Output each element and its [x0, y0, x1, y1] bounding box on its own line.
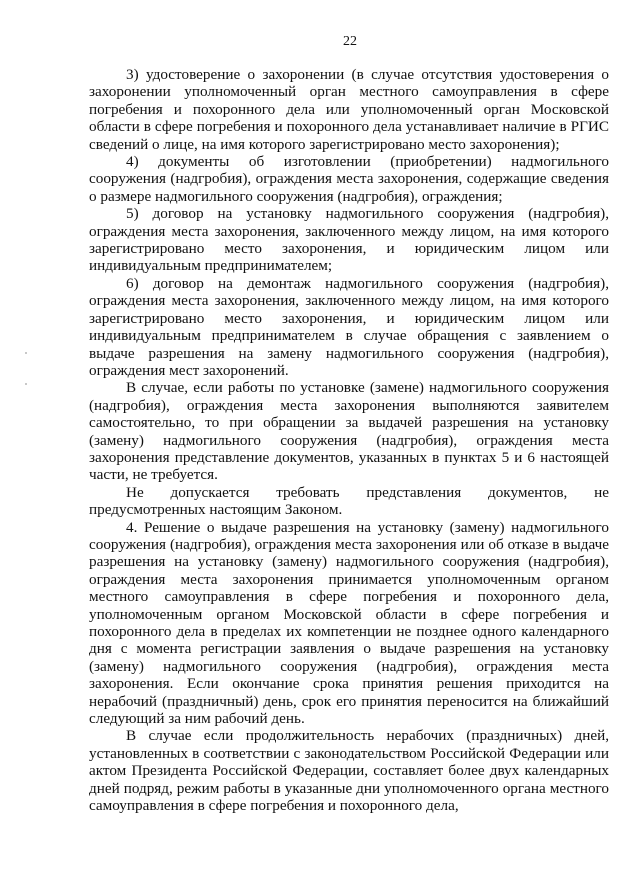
- paragraph-no-extra-documents: Не допускается требовать представления документов, не предусмотренных настоящим Законом.: [89, 483, 609, 519]
- list-item-4-manufacturing-docs: 4) документы об изготовлении (приобретении) надмогильного сооружения (надгробия), ограждения места захоронения, содержащие сведения о размере надмогильного сооружения (надгробия), ограждения;: [89, 153, 609, 205]
- page-number: 22: [343, 34, 357, 49]
- list-item-3-certificate: 3) удостоверение о захоронении (в случае отсутствия удостоверения о захоронении уполномоченный орган местного самоуправления в сфере погребения и похоронного дела или уполномоченный орган Московской области в сфере погребения и похоронного дела устанавливает наличие в РГИС сведений о лице, на имя которого зарегистрировано место захоронения);: [89, 66, 609, 153]
- paragraph-self-installation: В случае, если работы по установке (замене) надмогильного сооружения (надгробия), ограждения места захоронения выполняются заявителем самостоятельно, то при обращении за выдачей разрешения на установку (замену) надмогильного сооружения (надгробия), ограждения места захоронения представление документов, указанных в пунктах 5 и 6 настоящей части, не требуется.: [89, 379, 609, 484]
- scan-speck: [25, 383, 27, 385]
- scan-speck: [25, 352, 27, 354]
- paragraph-holidays: В случае если продолжительность нерабочих (праздничных) дней, установленных в соответствии с законодательством Российской Федерации или актом Президента Российской Федерации, составляет более двух календарных дней подряд, режим работы в указанные дни уполномоченного органа местного самоуправления в сфере погребения и похоронного дела,: [89, 727, 609, 815]
- list-item-6-dismantling-contract: 6) договор на демонтаж надмогильного сооружения (надгробия), ограждения места захоронения, заключенного между лицом, на имя которого зарегистрировано место захоронения, и юридическим лицом или индивидуальным предпринимателем в случае обращения с заявлением о выдаче разрешения на замену надмогильного сооружения (надгробия), ограждения мест захоронений.: [89, 274, 609, 379]
- paragraph-decision-term: 4. Решение о выдаче разрешения на установку (замену) надмогильного сооружения (надгробия), ограждения места захоронения или об отказе в выдаче разрешения на установку (замену) надмогильного сооружения (надгробия), ограждения места захоронения принимается уполномоченным органом местного самоуправления в сфере погребения и похоронного дела, уполномоченным органом Московской области в сфере погребения и похоронного дела в пределах их компетенции не позднее одного календарного дня с момента регистрации заявления о выдаче разрешения на установку (замену) надмогильного сооружения (надгробия), ограждения места захоронения. Если окончание срока принятия решения приходится на нерабочий (праздничный) день, срок его принятия переносится на ближайший следующий за ним рабочий день.: [89, 518, 609, 728]
- list-item-5-installation-contract: 5) договор на установку надмогильного сооружения (надгробия), ограждения места захоронения, заключенного между лицом, на имя которого зарегистрировано место захоронения, и юридическим лицом или индивидуальным предпринимателем;: [89, 205, 609, 275]
- document-body: [89, 66, 609, 814]
